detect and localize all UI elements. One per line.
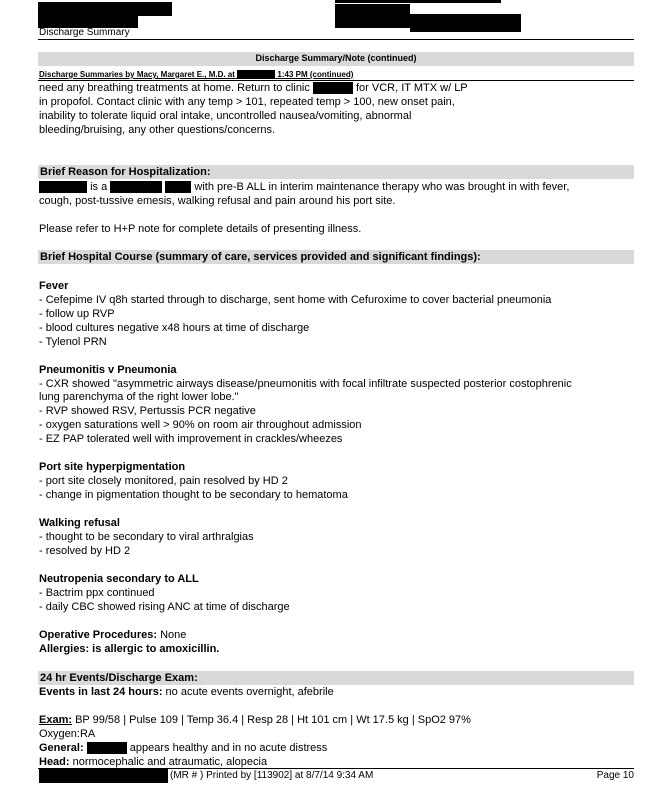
neutropenia-heading: Neutropenia secondary to ALL [39, 573, 199, 585]
instructions-line-4: bleeding/bruising, any other questions/concerns. [39, 124, 276, 136]
walking-item-2: - resolved by HD 2 [39, 545, 131, 557]
footer-printed [170, 770, 373, 781]
reason-line-2: cough, post-tussive emesis, walking refusal and pain around his port site. [39, 195, 396, 207]
fever-heading: Fever [39, 280, 69, 292]
course-title-bar [38, 250, 634, 264]
reason-title-bar [38, 165, 634, 179]
events-title-bar [38, 671, 634, 685]
reason-line-3: Please refer to H+P note for complete details of presenting illness. [39, 223, 362, 235]
footer-mr: (MR # ) [170, 770, 204, 781]
footer-page-number: Page 10 [596, 770, 634, 781]
document-label: Discharge Summary [39, 27, 130, 38]
instructions-text-1b: for VCR, IT MTX w/ LP [356, 82, 468, 94]
general-value: appears healthy and in no acute distress [129, 742, 328, 754]
pneumonitis-item-5: - EZ PAP tolerated well with improvement in crackles/wheezes [39, 433, 343, 445]
reason-line-1 [39, 180, 569, 194]
redaction-sex [165, 181, 191, 193]
head-value: normocephalic and atraumatic, alopecia [72, 756, 268, 768]
events-last24-value: no acute events overnight, afebrile [165, 686, 334, 698]
author-line [39, 70, 353, 79]
pneumonitis-heading: Pneumonitis v Pneumonia [39, 364, 177, 376]
redaction-clinic [313, 82, 353, 94]
walking-heading: Walking refusal [39, 517, 120, 529]
instructions-text-1a: need any breathing treatments at home. Return to clinic [39, 82, 310, 94]
exam-line [39, 713, 471, 727]
general-label: General: [39, 742, 84, 754]
operative-line [39, 628, 186, 642]
events-title: 24 hr Events/Discharge Exam: [40, 672, 198, 684]
port-heading: Port site hyperpigmentation [39, 461, 186, 473]
neutropenia-item-2: - daily CBC showed rising ANC at time of discharge [39, 601, 290, 613]
port-item-1: - port site closely monitored, pain resolved by HD 2 [39, 475, 288, 487]
neutropenia-item-1: - Bactrim ppx continued [39, 587, 155, 599]
redaction-top-right-3 [410, 14, 521, 32]
section-title: Discharge Summary/Note (continued) [255, 53, 417, 63]
header-rule [38, 39, 634, 40]
footer-printed-text: Printed by [113902] at 8/7/14 9:34 AM [206, 770, 374, 781]
instructions-line-1 [39, 81, 468, 95]
pneumonitis-item-4: - oxygen saturations well > 90% on room air throughout admission [39, 419, 362, 431]
redaction-footer-name [39, 769, 168, 783]
exam-value: BP 99/58 | Pulse 109 | Temp 36.4 | Resp 28 | Ht 101 cm | Wt 17.5 kg | SpO2 97% [75, 714, 471, 726]
head-label: Head: [39, 756, 70, 768]
redaction-author-date [237, 70, 275, 79]
pneumonitis-item-2: lung parenchyma of the right lower lobe." [39, 391, 239, 403]
redaction-general-name [87, 742, 127, 754]
reason-text-1a: is a [90, 181, 108, 193]
pneumonitis-item-1: - CXR showed "asymmetric airways disease/pneumonitis with focal infiltrate suspected posterior costophrenic [39, 378, 572, 390]
allergies-line: Allergies: is allergic to amoxicillin. [39, 643, 220, 655]
events-last24-label: Events in last 24 hours: [39, 686, 163, 698]
pneumonitis-item-3: - RVP showed RSV, Pertussis PCR negative [39, 405, 256, 417]
operative-value: None [160, 629, 187, 641]
redaction-top-right-2 [335, 4, 410, 28]
redaction-top-right-1 [335, 0, 501, 3]
exam-label: Exam: [39, 714, 73, 726]
author-suffix: 1:43 PM (continued) [277, 70, 354, 79]
general-line [39, 741, 327, 755]
instructions-line-2: in propofol. Contact clinic with any temp > 101, repeated temp > 100, new onset pain, [39, 96, 455, 108]
redaction-patient-name [39, 181, 87, 193]
events-last24-line [39, 685, 334, 699]
fever-item-2: - follow up RVP [39, 308, 115, 320]
head-line [39, 755, 267, 769]
redaction-age [110, 181, 162, 193]
port-item-2: - change in pigmentation thought to be secondary to hematoma [39, 489, 348, 501]
course-title: Brief Hospital Course (summary of care, services provided and significant findings): [40, 251, 481, 263]
operative-label: Operative Procedures: [39, 629, 157, 641]
walking-item-1: - thought to be secondary to viral arthralgias [39, 531, 254, 543]
fever-item-3: - blood cultures negative x48 hours at time of discharge [39, 322, 310, 334]
reason-text-1b: with pre-B ALL in interim maintenance therapy who was brought in with fever, [194, 181, 570, 193]
fever-item-4: - Tylenol PRN [39, 336, 107, 348]
fever-item-1: - Cefepime IV q8h started through to discharge, sent home with Cefuroxime to cover bacterial pneumonia [39, 294, 552, 306]
reason-title: Brief Reason for Hospitalization: [40, 166, 211, 178]
redaction-top-left-1 [38, 2, 172, 16]
instructions-line-3: inability to tolerate liquid oral intake, uncontrolled nausea/vomiting, abnormal [39, 110, 412, 122]
author-prefix: Discharge Summaries by Macy, Margaret E., M.D. at [39, 70, 235, 79]
oxygen-line: Oxygen:RA [39, 728, 96, 740]
